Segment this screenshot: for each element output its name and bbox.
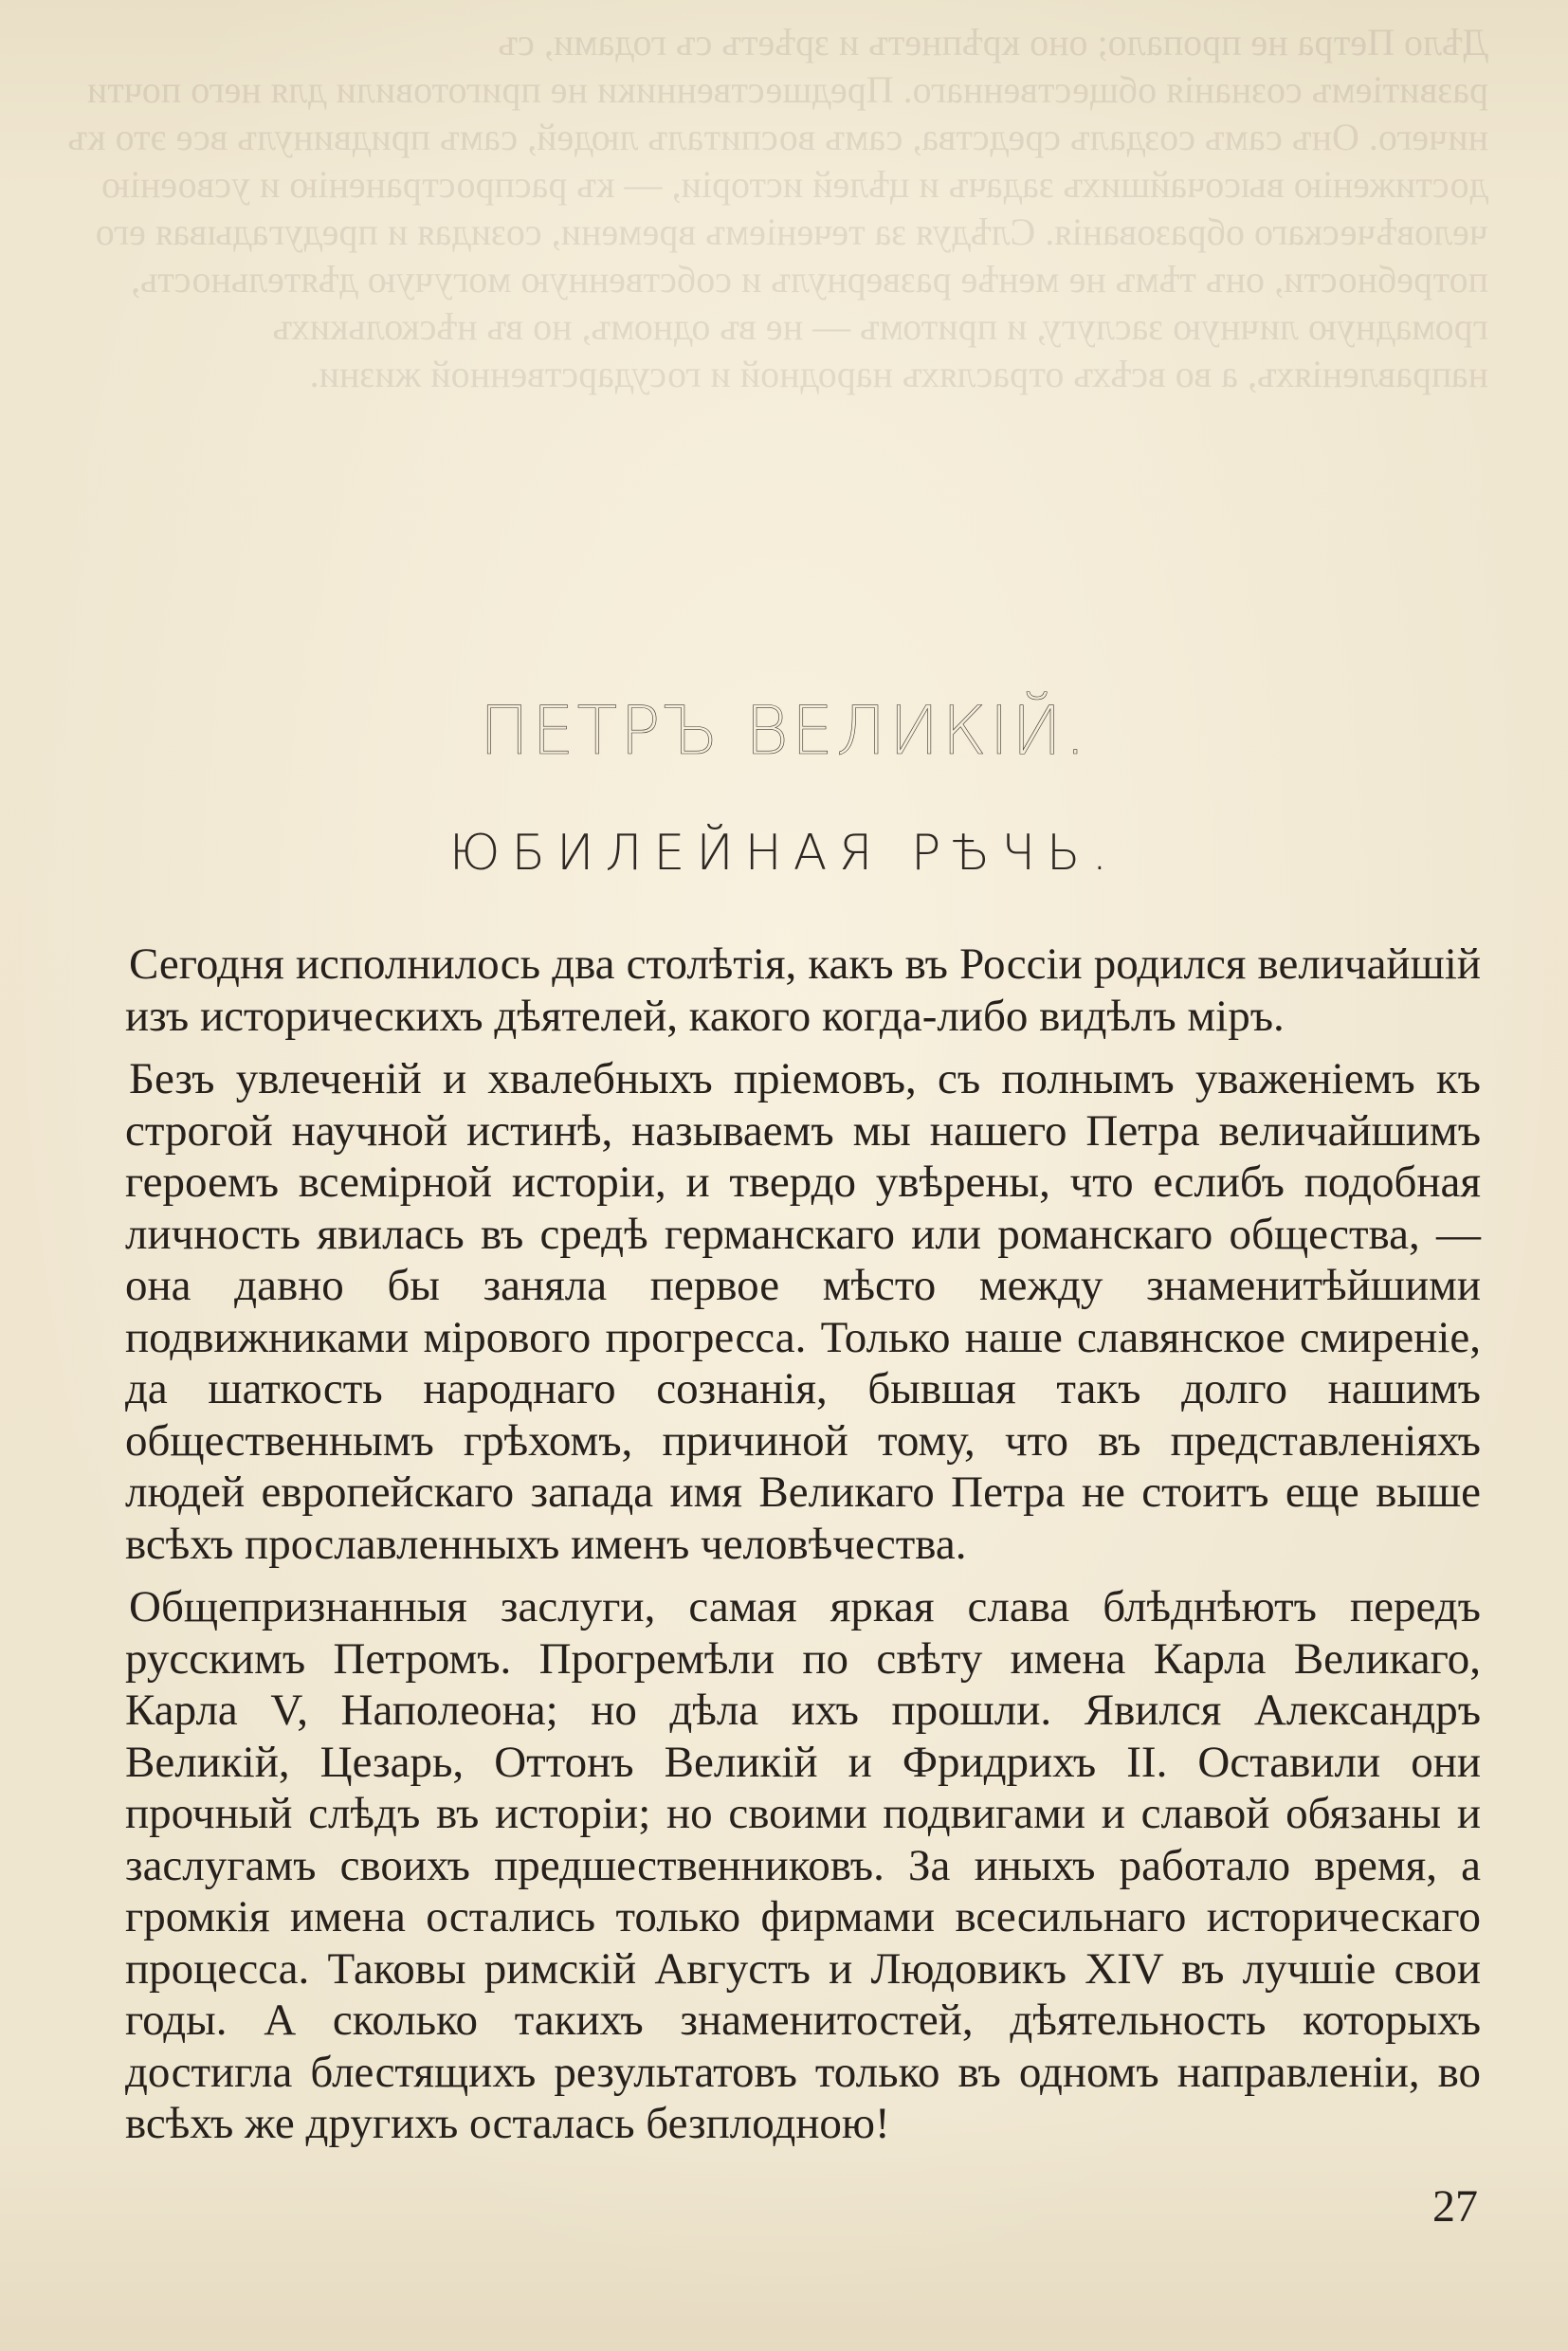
page-title: ПЕТРЪ ВЕЛИКIЙ. <box>479 692 1089 770</box>
paragraph-3: Общепризнанныя заслуги, самая яркая слава блѣднѣютъ передъ русскимъ Петромъ. Прогремѣли по свѣту имена Карла Великаго, Карла V, Наполеона; но дѣла ихъ прошли. Явился Александръ Великій, Цезарь, Оттонъ Великій и Фридрихъ II. Оставили они прочный слѣдъ въ исторіи; но своими подвигами и славой обязаны и заслугамъ своихъ предшественниковъ. За иныхъ работало время, а громкія имена остались только фирмами всесильнаго историческаго процесса. Таковы римскій Августъ и Людовикъ XIV въ лучшіе свои годы. А сколько такихъ знаменитостей, дѣятельность которыхъ достигла блестящихъ результатовъ только въ одномъ направленіи, во всѣхъ же другихъ осталась безплодною! <box>125 1582 1481 2148</box>
page-number: 27 <box>1432 2181 1478 2232</box>
paragraph-2: Безъ увлеченій и хвалебныхъ пріемовъ, съ полнымъ уваженіемъ къ строгой научной истинѣ, называемъ мы нашего Петра величайшимъ героемъ всемірной исторіи, и твердо увѣрены, что еслибъ подобная личность явилась въ средѣ германскаго или романскаго общества, — она давно бы заняла первое мѣсто между знаменитѣйшими подвижниками мірового прогресса. Только наше славянское смиреніе, да шаткость народнаго сознанія, бывшая такъ долго нашимъ общественнымъ грѣхомъ, причиной тому, что въ представленіяхъ людей европейскаго запада имя Великаго Петра не стоитъ еще выше всѣхъ прославленныхъ именъ человѣчества. <box>125 1054 1481 1569</box>
page-subtitle: ЮБИЛЕЙНАЯ РѢЧЬ. <box>448 825 1120 882</box>
bleed-through-texture: Дѣло Петра не пропало; оно крѣпнетъ и зрѣетъ съ годами, съ развитіемъ сознанія общественнаго. Предшественники не приготовили для него почти ничего. Онъ самъ создалъ средства, самъ воспиталъ людей, самъ придвинулъ все это къ достиженію высочайшихъ задачъ и цѣлей исторіи, — къ распространенію и усвоенію человѣческаго образованія. Слѣдуя за теченіемъ времени, созидая и предугадывая его потребности, онъ тѣмъ не менѣе развернулъ и собственную могучую дѣятельность, громадную личную заслугу, и притомъ — не въ одномъ, но въ нѣсколькихъ направленіяхъ, а во всѣхъ отрасляхъ народной и государственной жизни. <box>67 21 1488 395</box>
body-text <box>125 939 1481 2150</box>
paragraph-1: Сегодня исполнилось два столѣтія, какъ въ Россіи родился величайшій изъ историческихъ дѣятелей, какого когда-либо видѣлъ міръ. <box>125 939 1481 1041</box>
